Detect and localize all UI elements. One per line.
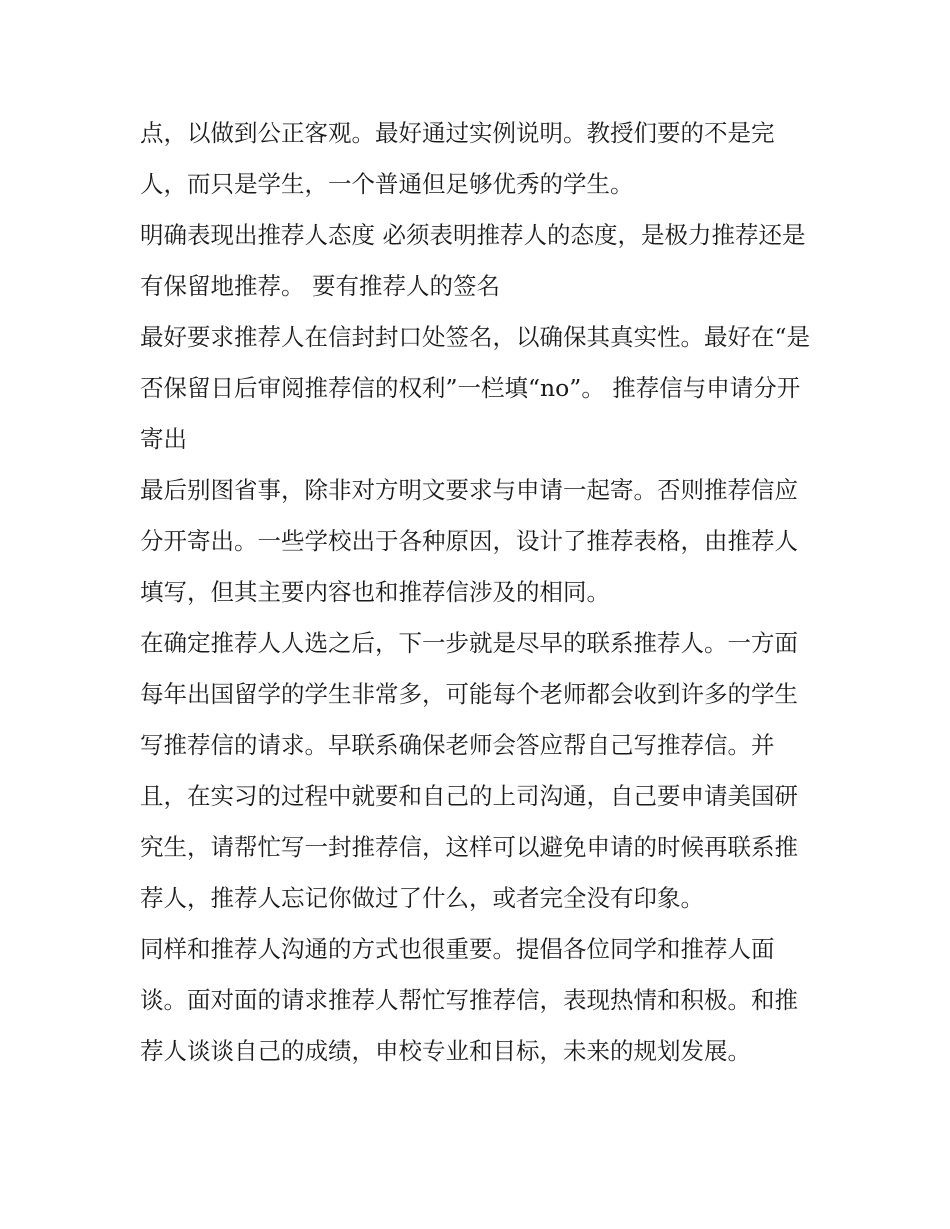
- paragraph-1: 点，以做到公正客观。最好通过实例说明。教授们要的不是完人，而只是学生，一个普通但足够优秀的学生。: [140, 119, 775, 198]
- paragraph-6: 同样和推荐人沟通的方式也很重要。提倡各位同学和推荐人面谈。面对面的请求推荐人帮忙写推荐信，表现热情和积极。和推荐人谈谈自己的成绩，申校专业和目标，未来的规划发展。: [140, 935, 798, 1065]
- paragraph-4: 最后别图省事，除非对方明文要求与申请一起寄。否则推荐信应分开寄出。一些学校出于各种原因，设计了推荐表格，由推荐人填写，但其主要内容也和推荐信涉及的相同。: [140, 476, 798, 606]
- document-body: [140, 108, 812, 1077]
- paragraph-3: 最好要求推荐人在信封封口处签名，以确保其真实性。最好在“是否保留日后审阅推荐信的权利”一栏填“no”。 推荐信与申请分开寄出: [140, 323, 811, 453]
- paragraph-2: 明确表现出推荐人态度 必须表明推荐人的态度，是极力推荐还是有保留地推荐。 要有推荐人的签名: [140, 221, 806, 300]
- paragraph-5: 在确定推荐人人选之后，下一步就是尽早的联系推荐人。一方面每年出国留学的学生非常多，可能每个老师都会收到许多的学生写推荐信的请求。早联系确保老师会答应帮自己写推荐信。并且，在实习的过程中就要和自己的上司沟通，自己要申请美国研究生，请帮忙写一封推荐信，这样可以避免申请的时候再联系推荐人，推荐人忘记你做过了什么，或者完全没有印象。: [140, 629, 798, 912]
